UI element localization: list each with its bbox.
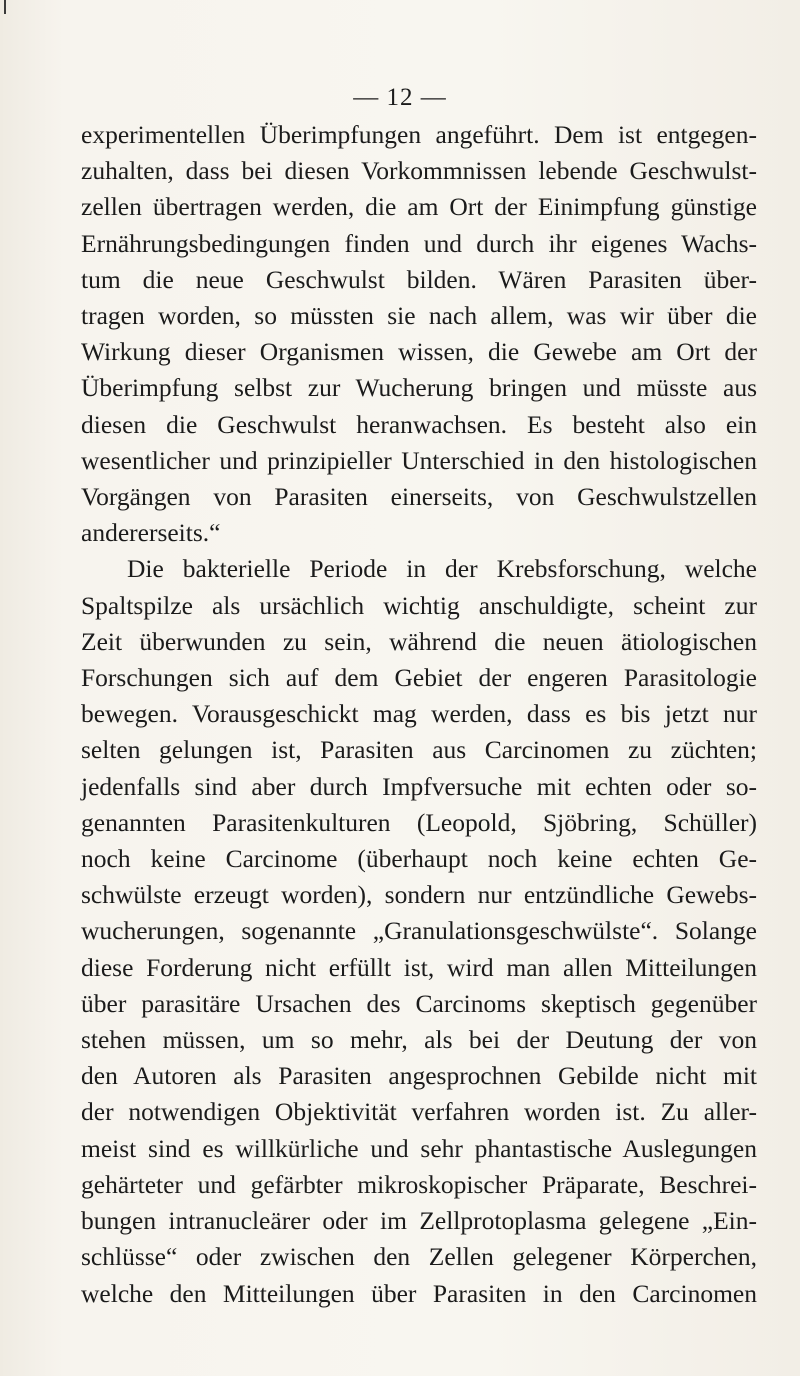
text-line: Überimpfung selbst zur Wucherung bringen und müsste aus bbox=[81, 373, 757, 403]
text-line: selten gelungen ist, Parasiten aus Carcinomen zu züchten; bbox=[81, 735, 757, 765]
text-line: der notwendigen Objektivität verfahren worden ist. Zu aller- bbox=[81, 1097, 757, 1127]
text-line: Die bakterielle Periode in der Krebsforschung, welche bbox=[127, 554, 757, 584]
text-line: den Autoren als Parasiten angesprochnen Gebilde nicht mit bbox=[81, 1061, 757, 1091]
body-text bbox=[81, 117, 757, 1312]
text-line: Wirkung dieser Organismen wissen, die Gewebe am Ort der bbox=[81, 337, 757, 367]
text-line: tum die neue Geschwulst bilden. Wären Parasiten über- bbox=[81, 264, 757, 294]
text-line: jedenfalls sind aber durch Impfversuche mit echten oder so- bbox=[81, 771, 757, 801]
text-line: schwülste erzeugt worden), sondern nur entzündliche Gewebs- bbox=[81, 880, 757, 910]
text-line: diese Forderung nicht erfüllt ist, wird man allen Mitteilungen bbox=[81, 952, 757, 982]
text-line: meist sind es willkürliche und sehr phantastische Auslegungen bbox=[81, 1133, 757, 1163]
text-line: bungen intranucleärer oder im Zellprotoplasma gelegene „Ein- bbox=[81, 1206, 757, 1236]
page-number: — 12 — bbox=[353, 84, 447, 111]
text-line: wucherungen, sogenannte „Granulationsgeschwülste“. Solange bbox=[81, 916, 757, 946]
text-line: noch keine Carcinome (überhaupt noch keine echten Ge- bbox=[81, 844, 757, 874]
text-line: zellen übertragen werden, die am Ort der Einimpfung günstige bbox=[81, 192, 757, 222]
text-line: welche den Mitteilungen über Parasiten in den Carcinomen bbox=[81, 1278, 757, 1308]
text-line: stehen müssen, um so mehr, als bei der Deutung der von bbox=[81, 1025, 757, 1055]
text-line: Spaltspilze als ursächlich wichtig anschuldigte, scheint zur bbox=[81, 590, 757, 620]
text-line: andererseits.“ bbox=[81, 518, 221, 548]
text-line: über parasitäre Ursachen des Carcinoms skeptisch gegenüber bbox=[81, 988, 757, 1018]
text-line: bewegen. Vorausgeschickt mag werden, dass es bis jetzt nur bbox=[81, 699, 757, 729]
text-line: zuhalten, dass bei diesen Vorkommnissen lebende Geschwulst- bbox=[81, 156, 757, 186]
text-line: genannten Parasitenkulturen (Leopold, Sjöbring, Schüller) bbox=[81, 807, 757, 837]
text-line: diesen die Geschwulst heranwachsen. Es besteht also ein bbox=[81, 409, 757, 439]
text-line: gehärteter und gefärbter mikroskopischer Präparate, Beschrei- bbox=[81, 1169, 757, 1199]
text-line: tragen worden, so müssten sie nach allem, was wir über die bbox=[81, 301, 757, 331]
text-line: experimentellen Überimpfungen angeführt. Dem ist entgegen- bbox=[81, 120, 757, 149]
text-line: wesentlicher und prinzipieller Unterschied in den histologischen bbox=[81, 445, 757, 475]
text-line: Zeit überwunden zu sein, während die neuen ätiologischen bbox=[81, 626, 757, 656]
text-line: Vorgängen von Parasiten einerseits, von Geschwulstzellen bbox=[81, 482, 757, 512]
page-edge-mark bbox=[4, 0, 6, 14]
text-line: Forschungen sich auf dem Gebiet der engeren Parasitologie bbox=[81, 663, 757, 693]
text-line: Ernährungsbedingungen finden und durch ihr eigenes Wachs- bbox=[81, 228, 757, 258]
text-line: schlüsse“ oder zwischen den Zellen gelegener Körperchen, bbox=[81, 1242, 757, 1272]
